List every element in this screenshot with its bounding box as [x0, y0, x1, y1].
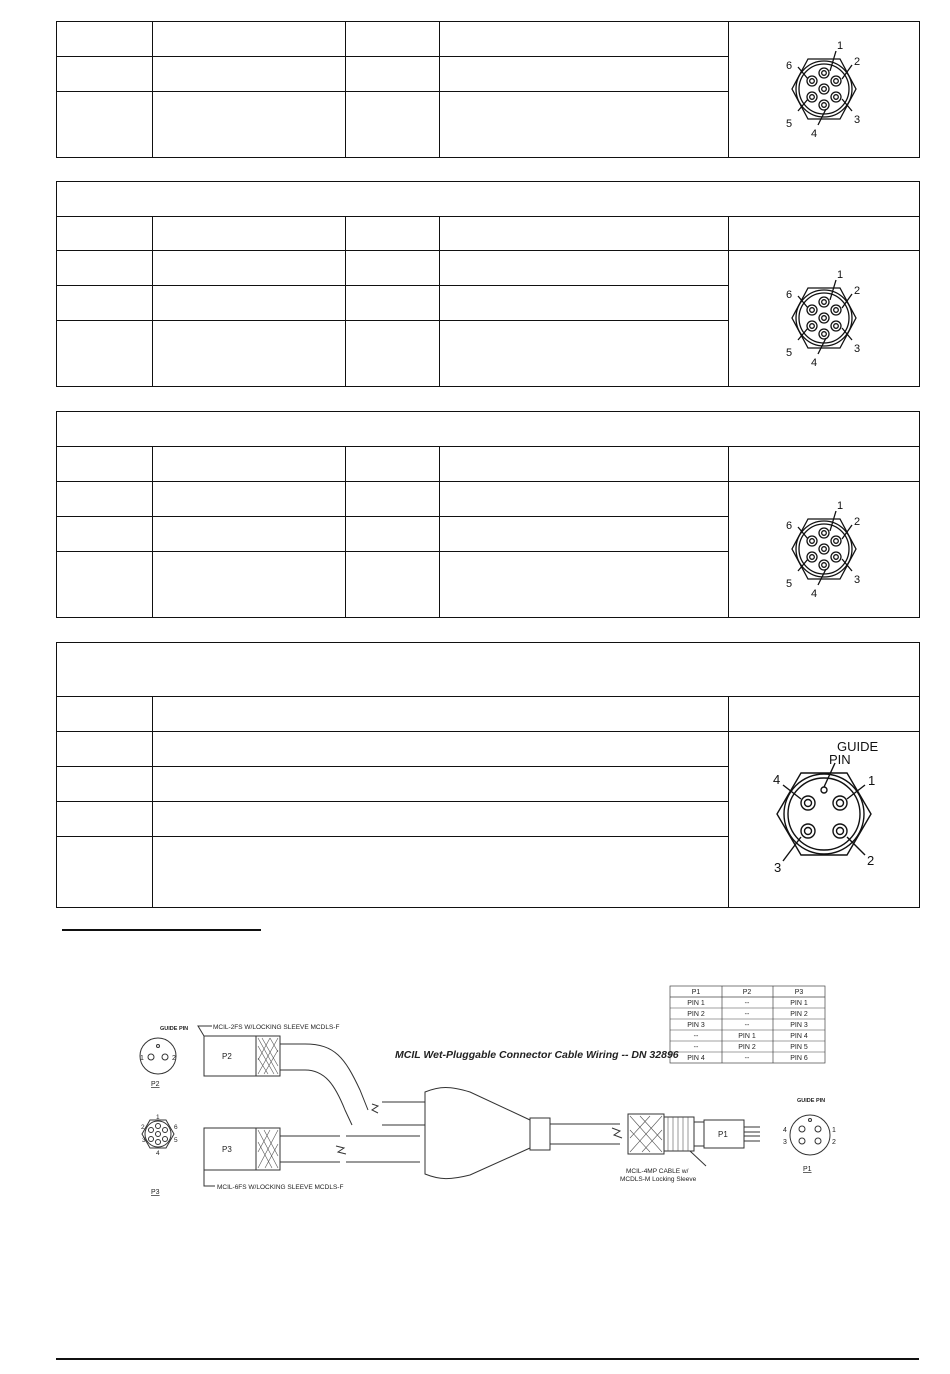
- wiring-table-cell: --: [693, 1044, 699, 1051]
- table-cell: [346, 482, 440, 517]
- table-cell: [57, 217, 153, 251]
- pin-label: 6: [786, 289, 793, 301]
- connector-6pin-figure: [729, 251, 920, 387]
- wiring-table-header: P1: [691, 989, 701, 996]
- table-cell: [57, 802, 153, 837]
- table-cell: [153, 552, 346, 618]
- y-splice: [425, 1088, 530, 1179]
- wiring-table-cell: PIN 2: [790, 1011, 808, 1018]
- p1-callout: MCIL-4MP CABLE w/: [626, 1168, 689, 1175]
- table-cell: [57, 517, 153, 552]
- table-cell: [440, 92, 729, 158]
- table-cell: [57, 22, 153, 57]
- pinout-table-1: [56, 21, 920, 158]
- table-title-cell: [57, 412, 920, 447]
- p3-callout: MCIL-6FS W/LOCKING SLEEVE MCDLS-F: [217, 1184, 344, 1191]
- p2-guide-label: GUIDE PIN: [160, 1026, 189, 1032]
- pin-label: 4: [811, 357, 818, 369]
- p2-end-view: [140, 1038, 176, 1074]
- pinout-table-4: [56, 642, 920, 908]
- heading-underline: [62, 929, 261, 931]
- pin-label: 4: [773, 772, 781, 787]
- pin-label: 5: [174, 1137, 178, 1144]
- p3-body-label: P3: [222, 1145, 232, 1154]
- p3-end-view: [145, 1121, 171, 1147]
- table-cell: [346, 22, 440, 57]
- pin-label: 1: [837, 40, 844, 52]
- table-cell: [153, 22, 346, 57]
- table-cell: [346, 57, 440, 92]
- table-cell: [153, 837, 729, 908]
- wiring-table-cell: PIN 1: [738, 1033, 756, 1040]
- connector-6pin-diagram: [764, 27, 884, 147]
- wiring-table: [670, 986, 825, 1063]
- pin-label: 4: [811, 588, 818, 600]
- p1-callout: MCDLS-M Locking Sleeve: [620, 1176, 697, 1183]
- wiring-table-header: P2: [742, 989, 752, 996]
- pin-label: 6: [786, 520, 793, 532]
- pin-label: 1: [837, 500, 844, 512]
- wiring-table-cell: PIN 6: [790, 1055, 808, 1062]
- pin-label: 3: [854, 343, 861, 355]
- pin-label: 2: [854, 285, 861, 297]
- wiring-table-cell: --: [693, 1033, 699, 1040]
- table-cell: [729, 217, 920, 251]
- wiring-table-cell: PIN 2: [738, 1044, 756, 1051]
- table-cell: [346, 517, 440, 552]
- table-cell: [57, 447, 153, 482]
- table-cell: [440, 447, 729, 482]
- table-cell: [57, 552, 153, 618]
- pin-label: 3: [854, 574, 861, 586]
- pin-label: 2: [854, 56, 861, 68]
- pin-label: 1: [832, 1127, 836, 1134]
- p1-body-label: P1: [718, 1130, 728, 1139]
- connector-6pin-diagram: [764, 487, 884, 607]
- table-cell: [153, 802, 729, 837]
- pin-label: 2: [141, 1124, 145, 1131]
- pin-label: 5: [786, 347, 793, 359]
- table-title-cell: [57, 182, 920, 217]
- drawing-title: MCIL Wet-Pluggable Connector Cable Wiring -- DN 32896: [395, 1049, 679, 1061]
- wiring-table-cell: --: [744, 1011, 750, 1018]
- table-cell: [153, 482, 346, 517]
- wiring-table-cell: PIN 2: [687, 1011, 705, 1018]
- p2-end-label: P2: [151, 1081, 160, 1088]
- pin-label: 1: [837, 269, 844, 281]
- pin-label: 1: [868, 773, 876, 788]
- table-cell: [153, 251, 346, 286]
- table-cell: [153, 447, 346, 482]
- table-cell: [440, 251, 729, 286]
- wiring-table-cell: PIN 5: [790, 1044, 808, 1051]
- table-cell: [57, 482, 153, 517]
- footer-rule: [56, 1358, 919, 1360]
- pin-label: 3: [783, 1139, 787, 1146]
- pinout-table-3: [56, 411, 920, 618]
- table-cell: [729, 447, 920, 482]
- wiring-table-cell: PIN 1: [790, 1000, 808, 1007]
- table-cell: [440, 321, 729, 387]
- wiring-table-cell: PIN 4: [790, 1033, 808, 1040]
- pin-label: 2: [832, 1139, 836, 1146]
- wiring-table-cell: --: [744, 1055, 750, 1062]
- pinout-table-2: [56, 181, 920, 387]
- pin-label: 2: [854, 516, 861, 528]
- table-cell: [57, 321, 153, 387]
- wiring-table-header: P3: [794, 989, 804, 996]
- connector-6pin-figure: [729, 22, 920, 158]
- guide-label: PIN: [829, 752, 851, 767]
- table-cell: [346, 552, 440, 618]
- connector-4pin-diagram: [749, 737, 899, 897]
- table-cell: [346, 217, 440, 251]
- table-cell: [57, 837, 153, 908]
- table-cell: [346, 286, 440, 321]
- pin-label: 4: [156, 1150, 160, 1157]
- table-cell: [153, 92, 346, 158]
- pin-label: 3: [142, 1137, 146, 1144]
- table-cell: [440, 286, 729, 321]
- p2-callout: MCIL-2FS W/LOCKING SLEEVE MCDLS-F: [213, 1024, 340, 1031]
- table-title-cell: [57, 643, 920, 697]
- table-cell: [57, 251, 153, 286]
- table-cell: [57, 92, 153, 158]
- table-cell: [153, 286, 346, 321]
- pin-label: 2: [172, 1055, 176, 1062]
- wiring-table-cell: PIN 4: [687, 1055, 705, 1062]
- wiring-table-cell: PIN 3: [687, 1022, 705, 1029]
- table-cell: [346, 447, 440, 482]
- table-cell: [346, 251, 440, 286]
- pin-label: 4: [811, 128, 818, 140]
- table-cell: [440, 22, 729, 57]
- table-cell: [57, 286, 153, 321]
- cable-wiring-drawing: [120, 980, 840, 1200]
- table-cell: [440, 517, 729, 552]
- pin-label: 5: [786, 578, 793, 590]
- wiring-table-cell: PIN 3: [790, 1022, 808, 1029]
- pin-label: 3: [774, 860, 782, 875]
- table-cell: [57, 57, 153, 92]
- connector-4pin-figure: [729, 732, 920, 908]
- guide-label: GUIDE: [837, 739, 879, 754]
- p1-guide-label: GUIDE PIN: [797, 1098, 826, 1104]
- table-cell: [153, 767, 729, 802]
- p3-end-label: P3: [151, 1189, 160, 1196]
- table-cell: [440, 552, 729, 618]
- pin-label: 3: [854, 114, 861, 126]
- table-cell: [729, 697, 920, 732]
- table-cell: [57, 697, 153, 732]
- pin-label: 1: [140, 1055, 144, 1062]
- table-cell: [440, 482, 729, 517]
- pin-label: 6: [174, 1124, 178, 1131]
- p2-body-label: P2: [222, 1052, 232, 1061]
- table-cell: [153, 697, 729, 732]
- pin-label: 6: [786, 60, 793, 72]
- table-cell: [153, 321, 346, 387]
- table-cell: [153, 517, 346, 552]
- table-cell: [440, 217, 729, 251]
- wiring-table-cell: --: [744, 1000, 750, 1007]
- table-cell: [346, 321, 440, 387]
- p1-end-label: P1: [803, 1166, 812, 1173]
- table-cell: [153, 732, 729, 767]
- table-cell: [57, 767, 153, 802]
- pin-label: 2: [867, 853, 875, 868]
- wiring-table-cell: PIN 1: [687, 1000, 705, 1007]
- table-cell: [57, 732, 153, 767]
- pin-label: 4: [783, 1127, 787, 1134]
- table-cell: [346, 92, 440, 158]
- table-cell: [153, 57, 346, 92]
- connector-6pin-diagram: [764, 256, 884, 376]
- table-cell: [440, 57, 729, 92]
- connector-6pin-figure: [729, 482, 920, 618]
- table-cell: [153, 217, 346, 251]
- pin-label: 1: [156, 1114, 160, 1121]
- pin-label: 5: [786, 118, 793, 130]
- wiring-table-cell: --: [744, 1022, 750, 1029]
